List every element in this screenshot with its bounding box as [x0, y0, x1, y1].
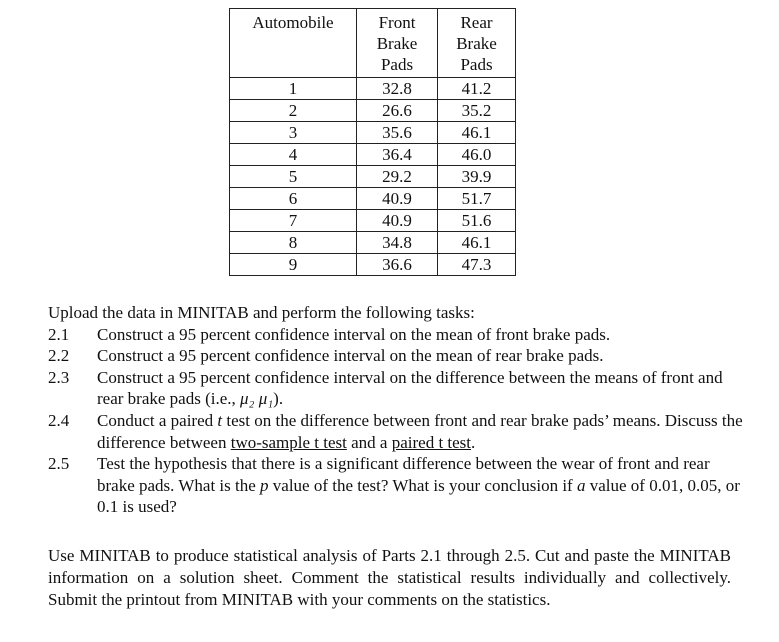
- cell-front-pads: 40.9: [357, 188, 438, 210]
- task-number: 2.2: [48, 346, 70, 366]
- cell-automobile: 3: [230, 122, 357, 144]
- cell-front-pads: 26.6: [357, 100, 438, 122]
- cell-front-pads: 40.9: [357, 210, 438, 232]
- cell-rear-pads: 41.2: [438, 78, 516, 100]
- task-text-part: .: [471, 432, 476, 452]
- variable-alpha: a: [576, 475, 586, 495]
- cell-rear-pads: 51.7: [438, 188, 516, 210]
- task-item: [48, 345, 748, 367]
- cell-rear-pads: 51.6: [438, 210, 516, 232]
- cell-automobile: 8: [230, 232, 357, 254]
- task-item: [48, 324, 748, 346]
- underlined-term-two-sample: two-sample t test: [230, 432, 347, 452]
- cell-automobile: 2: [230, 100, 357, 122]
- variable-t: t: [217, 410, 223, 430]
- cell-front-pads: 36.6: [357, 254, 438, 276]
- task-text: [97, 453, 748, 518]
- cell-automobile: 7: [230, 210, 357, 232]
- table-row: [230, 232, 516, 254]
- task-text: [97, 367, 748, 410]
- header-front-brake-pads: Front Brake Pads: [357, 9, 438, 78]
- task-text-part: and a: [346, 432, 392, 452]
- task-text: Construct a 95 percent confidence interval on the mean of rear brake pads.: [97, 346, 604, 366]
- cell-front-pads: 34.8: [357, 232, 438, 254]
- cell-rear-pads: 35.2: [438, 100, 516, 122]
- cell-front-pads: 35.6: [357, 122, 438, 144]
- cell-automobile: 4: [230, 144, 357, 166]
- math-expression: μ₂ μ₁: [240, 389, 274, 409]
- task-item: [48, 410, 748, 453]
- task-list: [48, 302, 748, 518]
- task-item: [48, 367, 748, 410]
- cell-automobile: 6: [230, 188, 357, 210]
- intro-text: Upload the data in MINITAB and perform the following tasks:: [48, 303, 475, 322]
- table-row: [230, 188, 516, 210]
- task-item: [48, 453, 748, 518]
- table-header-row: [230, 9, 516, 78]
- task-text-part: value of 0.01, 0.05, or 0.1 is used?: [97, 475, 740, 517]
- cell-automobile: 9: [230, 254, 357, 276]
- underlined-term-paired: paired t test: [391, 432, 472, 452]
- task-number: 2.3: [48, 367, 70, 387]
- table-body: [230, 78, 516, 276]
- header-automobile: Automobile: [230, 9, 357, 78]
- task-text: Construct a 95 percent confidence interval on the mean of front brake pads.: [97, 324, 611, 344]
- task-number: 2.5: [48, 454, 70, 474]
- task-text-part: value of the test? What is your conclusion if: [268, 475, 577, 495]
- closing-paragraph: Use MINITAB to produce statistical analysis of Parts 2.1 through 2.5. Cut and paste the MINITAB information on a solution sheet. Comment the statistical results individually and collectively. Submit the printout from MINITAB with your comments on the statistics.: [48, 546, 731, 609]
- task-text-part: Conduct a paired: [97, 410, 218, 430]
- task-number: 2.4: [48, 410, 70, 430]
- table-row: [230, 100, 516, 122]
- cell-front-pads: 32.8: [357, 78, 438, 100]
- cell-rear-pads: 39.9: [438, 166, 516, 188]
- header-rear-brake-pads: Rear Brake Pads: [438, 9, 516, 78]
- task-text: [97, 410, 748, 453]
- table-row: [230, 144, 516, 166]
- task-text-part: Construct a 95 percent confidence interval on the difference between the means of front and rear brake pads (i.e.,: [97, 367, 723, 409]
- variable-p: p: [260, 475, 269, 495]
- task-text-part: Test the hypothesis that there is a significant difference between the wear of front and rear brake pads. What is the: [97, 454, 710, 495]
- table-row: [230, 122, 516, 144]
- brake-pad-table: [229, 8, 516, 276]
- cell-rear-pads: 46.1: [438, 122, 516, 144]
- table-row: [230, 166, 516, 188]
- cell-rear-pads: 47.3: [438, 254, 516, 276]
- task-number: 2.1: [48, 324, 70, 344]
- cell-front-pads: 36.4: [357, 144, 438, 166]
- table-row: [230, 254, 516, 276]
- cell-front-pads: 29.2: [357, 166, 438, 188]
- task-text-part: test on the difference between front and rear brake pads’ means. Discuss the difference between: [97, 410, 743, 452]
- table-row: [230, 210, 516, 232]
- cell-rear-pads: 46.1: [438, 232, 516, 254]
- cell-rear-pads: 46.0: [438, 144, 516, 166]
- task-text-part: ).: [273, 389, 284, 409]
- cell-automobile: 5: [230, 166, 357, 188]
- cell-automobile: 1: [230, 78, 357, 100]
- table-row: [230, 78, 516, 100]
